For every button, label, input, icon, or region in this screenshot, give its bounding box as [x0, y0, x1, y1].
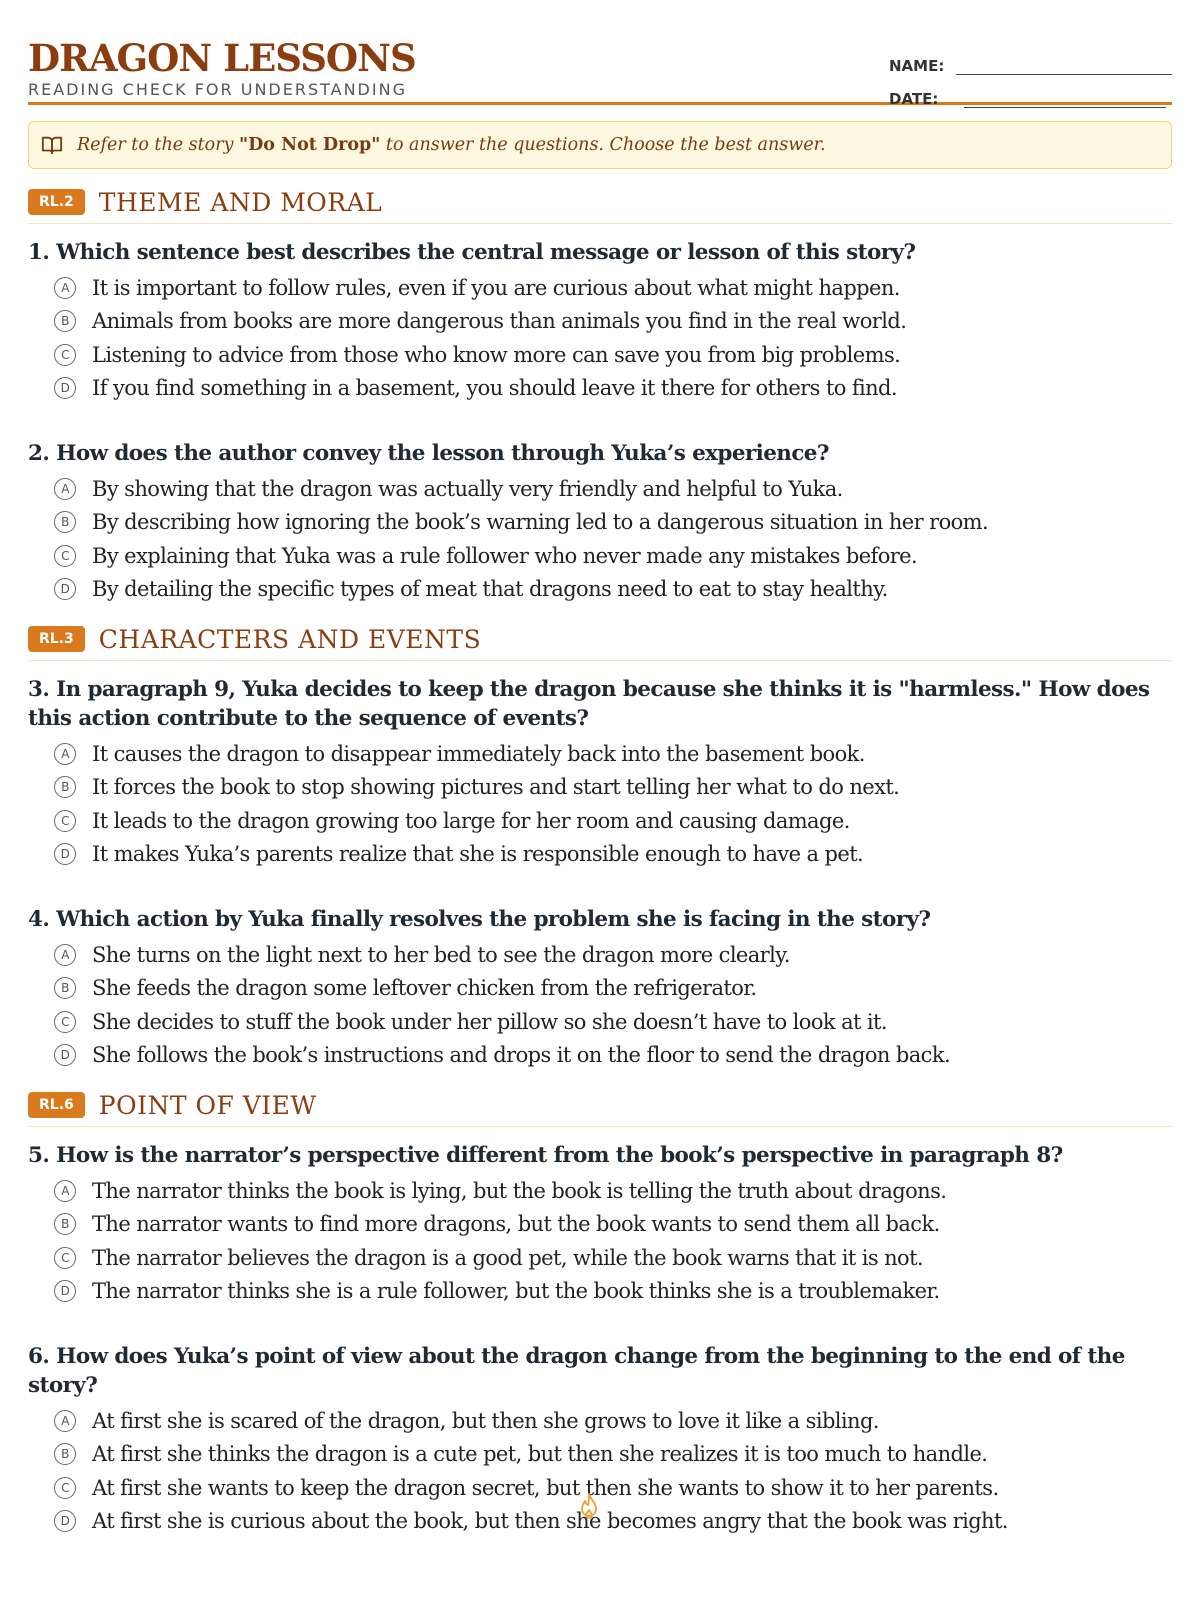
answer-text: It forces the book to stop showing pictures and start telling her what to do next.: [92, 775, 900, 800]
answer-option[interactable]: [28, 472, 1172, 506]
answer-bubble[interactable]: D: [54, 1510, 76, 1532]
answer-option[interactable]: [28, 305, 1172, 339]
answer-text: She decides to stuff the book under her pillow so she doesn’t have to look at it.: [92, 1009, 887, 1034]
answer-option[interactable]: [28, 506, 1172, 540]
header: [28, 28, 1172, 108]
answer-bubble[interactable]: C: [54, 1011, 76, 1033]
sections: [28, 185, 1172, 1538]
answer-bubble[interactable]: A: [54, 944, 76, 966]
answer-text: It makes Yuka’s parents realize that she is responsible enough to have a pet.: [92, 842, 864, 867]
answer-text: If you find something in a basement, you should leave it there for others to find.: [92, 376, 897, 401]
name-line[interactable]: [956, 56, 1172, 75]
answer-option[interactable]: [28, 573, 1172, 607]
answer-text: She follows the book’s instructions and drops it on the floor to send the dragon back.: [92, 1043, 951, 1068]
instruction-after: to answer the questions. Choose the best answer.: [380, 135, 826, 155]
section-title: CHARACTERS AND EVENTS: [98, 624, 482, 654]
answer-text: The narrator wants to find more dragons, but the book wants to send them all back.: [92, 1212, 940, 1237]
answer-bubble[interactable]: B: [54, 776, 76, 798]
answer-text: By explaining that Yuka was a rule follower who never made any mistakes before.: [92, 543, 918, 568]
answer-option[interactable]: [28, 372, 1172, 406]
answer-text: The narrator thinks the book is lying, but the book is telling the truth about dragons.: [92, 1178, 947, 1203]
answer-options: [28, 737, 1172, 871]
answer-text: Listening to advice from those who know more can save you from big problems.: [92, 342, 901, 367]
answer-text: She feeds the dragon some leftover chicken from the refrigerator.: [92, 976, 757, 1001]
flame-icon: [577, 1492, 601, 1522]
page-title: DRAGON LESSONS: [28, 36, 416, 80]
date-field: [889, 75, 1172, 108]
answer-option[interactable]: [28, 1404, 1172, 1438]
date-line[interactable]: [964, 89, 1166, 108]
standard-badge: RL.2: [28, 189, 85, 215]
answer-option[interactable]: [28, 539, 1172, 573]
answer-option[interactable]: [28, 271, 1172, 305]
answer-option[interactable]: [28, 938, 1172, 972]
page-subtitle: READING CHECK FOR UNDERSTANDING: [28, 80, 407, 99]
answer-options: [28, 1174, 1172, 1308]
answer-option[interactable]: [28, 771, 1172, 805]
question-text: 3. In paragraph 9, Yuka decides to keep the dragon because she thinks it is "harmless." How does this action contribute to the sequence of events?: [28, 677, 1150, 731]
answer-bubble[interactable]: A: [54, 1180, 76, 1202]
section-title: THEME AND MORAL: [98, 187, 383, 217]
answer-bubble[interactable]: B: [54, 1443, 76, 1465]
answer-option[interactable]: [28, 338, 1172, 372]
standard-badge: RL.3: [28, 626, 85, 652]
name-field: [889, 42, 1172, 75]
standard-badge: RL.6: [28, 1092, 85, 1118]
answer-option[interactable]: [28, 804, 1172, 838]
answer-option[interactable]: [28, 838, 1172, 872]
answer-option[interactable]: [28, 1275, 1172, 1309]
question-text: 1. Which sentence best describes the central message or lesson of this story?: [28, 240, 916, 265]
answer-bubble[interactable]: D: [54, 377, 76, 399]
answer-text: At first she thinks the dragon is a cute pet, but then she realizes it is too much to handle.: [92, 1442, 988, 1467]
answer-text: The narrator believes the dragon is a good pet, while the book warns that it is not.: [92, 1245, 923, 1270]
instruction-before: Refer to the story: [77, 135, 240, 155]
answer-bubble[interactable]: B: [54, 511, 76, 533]
question-gap: [28, 405, 1172, 425]
answer-text: She turns on the light next to her bed to see the dragon more clearly.: [92, 942, 790, 967]
answer-options: [28, 938, 1172, 1072]
answer-bubble[interactable]: B: [54, 310, 76, 332]
question-text: 5. How is the narrator’s perspective different from the book’s perspective in paragraph 8?: [28, 1143, 1063, 1168]
answer-text: Animals from books are more dangerous than animals you find in the real world.: [92, 309, 907, 334]
section-title: POINT OF VIEW: [98, 1090, 317, 1120]
open-book-icon: [41, 134, 63, 156]
question-gap: [28, 1308, 1172, 1328]
answer-option[interactable]: [28, 1174, 1172, 1208]
answer-bubble[interactable]: A: [54, 277, 76, 299]
story-title: "Do Not Drop": [239, 135, 381, 155]
answer-bubble[interactable]: D: [54, 578, 76, 600]
section-header: [28, 1088, 1172, 1127]
question-text: 6. How does Yuka’s point of view about the dragon change from the beginning to the end of the story?: [28, 1344, 1125, 1398]
instruction-box: [28, 121, 1172, 169]
section-header: [28, 185, 1172, 224]
answer-text: At first she is scared of the dragon, but then she grows to love it like a sibling.: [92, 1408, 879, 1433]
answer-text: It causes the dragon to disappear immediately back into the basement book.: [92, 741, 865, 766]
answer-text: By showing that the dragon was actually very friendly and helpful to Yuka.: [92, 476, 843, 501]
answer-text: It is important to follow rules, even if you are curious about what might happen.: [92, 275, 900, 300]
question-text: 2. How does the author convey the lesson through Yuka’s experience?: [28, 441, 829, 466]
answer-bubble[interactable]: B: [54, 1213, 76, 1235]
answer-bubble[interactable]: B: [54, 977, 76, 999]
answer-bubble[interactable]: D: [54, 1044, 76, 1066]
answer-option[interactable]: [28, 972, 1172, 1006]
answer-text: At first she is curious about the book, but then she becomes angry that the book was right.: [92, 1509, 1008, 1534]
answer-bubble[interactable]: C: [54, 545, 76, 567]
question-gap: [28, 871, 1172, 891]
answer-option[interactable]: [28, 1005, 1172, 1039]
section-header: [28, 622, 1172, 661]
instruction-text: [77, 135, 826, 155]
answer-option[interactable]: [28, 1241, 1172, 1275]
date-label: DATE:: [889, 90, 939, 108]
answer-bubble[interactable]: C: [54, 1247, 76, 1269]
name-date-fields: [889, 42, 1172, 108]
answer-option[interactable]: [28, 1039, 1172, 1073]
answer-options: [28, 472, 1172, 606]
answer-text: It leads to the dragon growing too large for her room and causing damage.: [92, 808, 850, 833]
answer-bubble[interactable]: D: [54, 1280, 76, 1302]
answer-text: By detailing the specific types of meat that dragons need to eat to stay healthy.: [92, 577, 888, 602]
answer-option[interactable]: [28, 1438, 1172, 1472]
answer-bubble[interactable]: A: [54, 743, 76, 765]
answer-text: By describing how ignoring the book’s warning led to a dangerous situation in her room.: [92, 510, 989, 535]
answer-bubble[interactable]: C: [54, 344, 76, 366]
name-label: NAME:: [889, 57, 945, 75]
question-text: 4. Which action by Yuka finally resolves the problem she is facing in the story?: [28, 907, 931, 932]
answer-options: [28, 271, 1172, 405]
answer-bubble[interactable]: A: [54, 1410, 76, 1432]
answer-bubble[interactable]: C: [54, 810, 76, 832]
answer-option[interactable]: [28, 1208, 1172, 1242]
answer-bubble[interactable]: C: [54, 1477, 76, 1499]
answer-text: The narrator thinks she is a rule follower, but the book thinks she is a troublemaker.: [92, 1279, 940, 1304]
answer-bubble[interactable]: D: [54, 843, 76, 865]
answer-option[interactable]: [28, 737, 1172, 771]
answer-text: At first she wants to keep the dragon secret, but then she wants to show it to her parents.: [92, 1475, 999, 1500]
answer-bubble[interactable]: A: [54, 478, 76, 500]
